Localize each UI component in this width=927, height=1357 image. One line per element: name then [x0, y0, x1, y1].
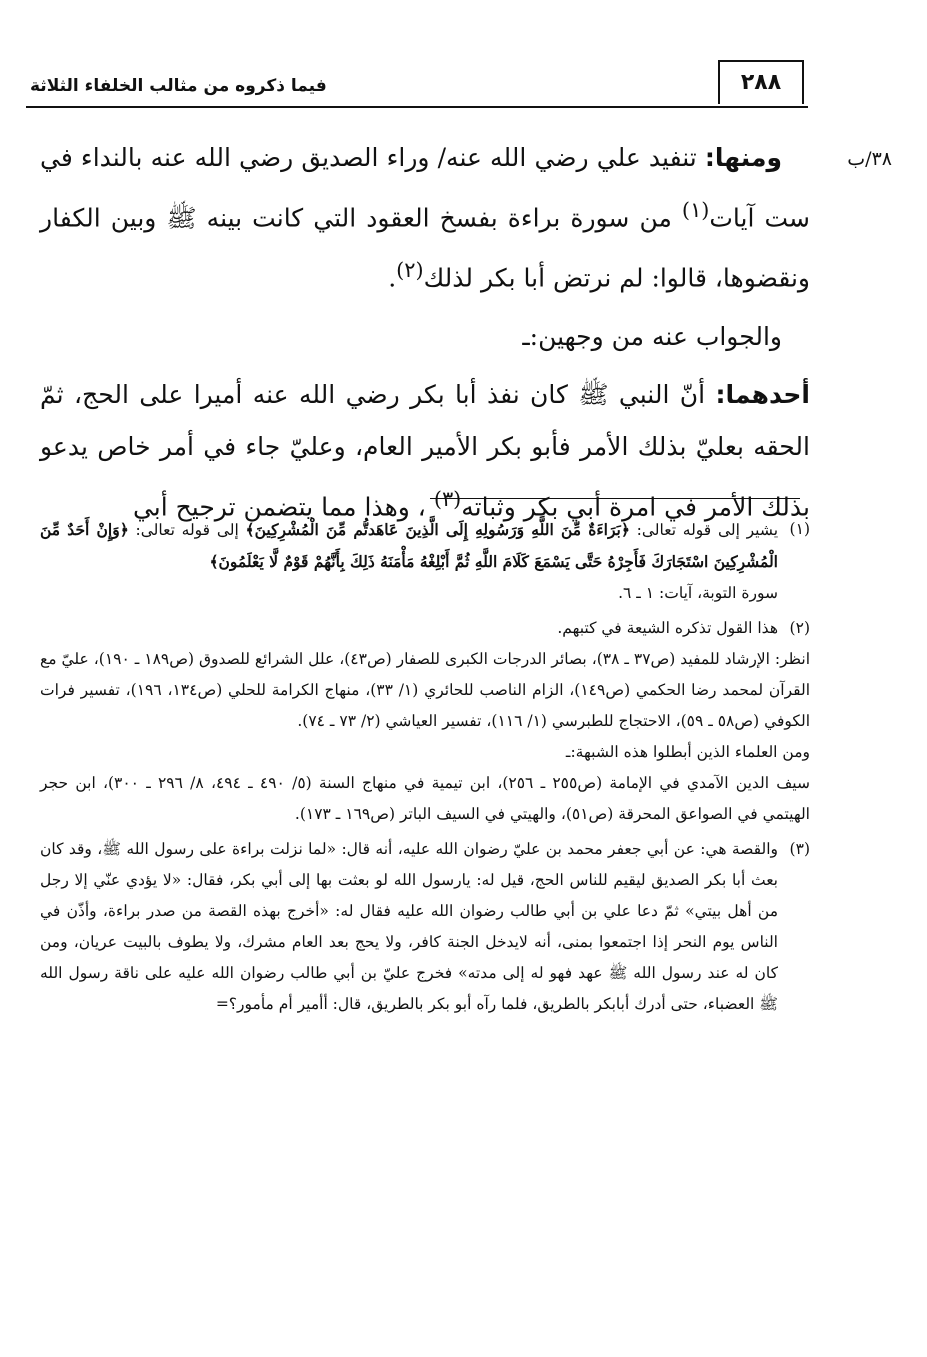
quran-verse-2: ﴿وَإِنْ أَحَدٌ مِّنَ الْمُشْرِكِينَ اسْتَجَارَكَ فَأَجِرْهُ حَتَّى يَسْمَعَ كَلَامَ اللَّهِ ثُمَّ أَبْلِغْهُ مَأْمَنَهُ ذَلِكَ بِأَنَّهُمْ قَوْمٌ لَّا يَعْلَمُونَ﴾ — [40, 520, 778, 571]
paragraph-1-text-2: من سورة براءة بفسخ العقود التي كانت بينه ﷺ وبين الكفار ونقضوها، قالوا: لم نرتض أبا بكر لذلك — [40, 203, 810, 293]
footnote-2-line-4: سيف الدين الآمدي في الإمامة (ص٢٥٥ ـ ٢٥٦)، ابن تيمية في منهاج السنة (٥/ ٤٩٠ ـ ٤٩٤، ٨/ ٢٩٦ ـ ٣٠٠)، ابن حجر الهيتمي في الصواعق المحرقة (ص٥١)، والهيتي في السيف الباتر (ص١٦٩ ـ ١٧٣). — [40, 774, 810, 823]
paragraph-1-end: . — [388, 263, 397, 293]
paragraph-3-text: أنّ النبي ﷺ كان نفذ أبا بكر رضي الله عنه أميرا على الحج، ثمّ الحقه بعليّ بذلك الأمر فأبو بكر الأمير العام، وعليّ جاء في أمر خاص يدعو بذلك الأمر في امرة أبي بكر وثباته — [40, 379, 810, 521]
footnote-ref-1: (١) — [681, 198, 710, 222]
quran-verse-1: ﴿بَرَاءَةٌ مِّنَ اللَّهِ وَرَسُولِهِ إِلَى الَّذِينَ عَاهَدتُّم مِّنَ الْمُشْرِكِينَ﴾ — [245, 520, 630, 539]
footnote-2-number: (٢) — [789, 619, 810, 637]
margin-folio: ٣٨/ب — [847, 148, 892, 170]
footnote-3-text: والقصة هي: عن أبي جعفر محمد بن عليّ رضوان الله عليه، أنه قال: «لما نزلت براءة على رسول الله ﷺ، وقد كان بعث أبا بكر الصديق ليقيم للناس الحج، قيل له: يارسول الله لو بعثت بها إلى أبي بكر، فقال: «لا يؤدي عنّي إلا رجل من أهل بيتي» ثمّ دعا علي بن أبي طالب رضوان الله عليه فقال له: «أخرج بهذه القصة من صدر براءة، وأذّن في الناس يوم النحر إذا اجتمعوا بمنى، أنه لايدخل الجنة كافر، ولا يحج بعد العام مشرك، ولا يطوف بالبيت عريان، ومن كان له عند رسول الله ﷺ عهد فهو له إلى مدته» فخرج عليّ بن أبي طالب رضوان الله عليه على ناقة رسول الله ﷺ العضباء، حتى أدرك أبابكر بالطريق، فلما رآه أبو بكر بالطريق، قال: أأمير أم مأمور؟= — [40, 840, 778, 1013]
footnote-1-intro: يشير إلى قوله تعالى: — [629, 521, 779, 539]
paragraph-3-text-2: ، وهذا مما يتضمن ترجيح أبي — [132, 491, 434, 521]
running-title: فيما ذكروه من مثالب الخلفاء الثلاثة — [30, 76, 327, 96]
paragraph-1-lead: ومنها: — [704, 143, 782, 172]
header-rule — [26, 106, 808, 108]
footnote-ref-2: (٢) — [396, 258, 424, 283]
footnotes — [40, 514, 810, 1020]
footnote-1 — [40, 514, 810, 609]
footnote-2-continued — [40, 644, 810, 830]
paragraph-3-lead: أحدهما: — [715, 379, 810, 409]
footnote-1-text — [40, 514, 778, 578]
footnote-1-number: (١) — [789, 520, 810, 538]
footnote-3-number: (٣) — [789, 840, 810, 858]
footnote-separator — [430, 498, 800, 499]
main-text — [40, 132, 810, 533]
footnote-3 — [40, 834, 810, 1020]
footnote-2 — [40, 613, 810, 644]
footnote-ref-3: (٣) — [433, 486, 462, 511]
footnote-1-mid: إلى قوله تعالى: — [128, 521, 246, 539]
footnote-2-line-3: ومن العلماء الذين أبطلوا هذه الشبهة:ـ — [565, 743, 810, 761]
footnote-1-source: سورة التوبة، آيات: ١ ـ ٦. — [618, 584, 778, 602]
paragraph-1 — [40, 132, 810, 305]
page-number: ٢٨٨ — [718, 60, 804, 104]
footnote-2-line-2: انظر: الإرشاد للمفيد (ص٣٧ ـ ٣٨)، بصائر الدرجات الكبرى للصفار (ص٤٣)، علل الشرائع للصدوق (ص١٨٩ ـ ١٩٠)، عليّ مع القرآن لمحمد رضا الحكمي (ص١٤٩)، الزام الناصب للحائري (١/ ٣٣)، منهاج الكرامة للحلي (ص١٣٤، ١٩٦)، تفسير فرات الكوفي (ص٥٨ ـ ٥٩)، الاحتجاج للطبرسي (١/ ١١٦)، تفسير العياشي (٢/ ٧٣ ـ ٧٤). — [40, 650, 811, 730]
footnote-2-line-1: هذا القول تذكره الشيعة في كتبهم. — [557, 619, 778, 637]
paragraph-1-text: تنفيد علي رضي الله عنه/ وراء الصديق رضي الله عنه بالنداء في ست آيات — [40, 143, 810, 233]
paragraph-2: والجواب عنه من وجهين:ـ — [522, 321, 782, 351]
paragraph-3 — [40, 369, 810, 533]
